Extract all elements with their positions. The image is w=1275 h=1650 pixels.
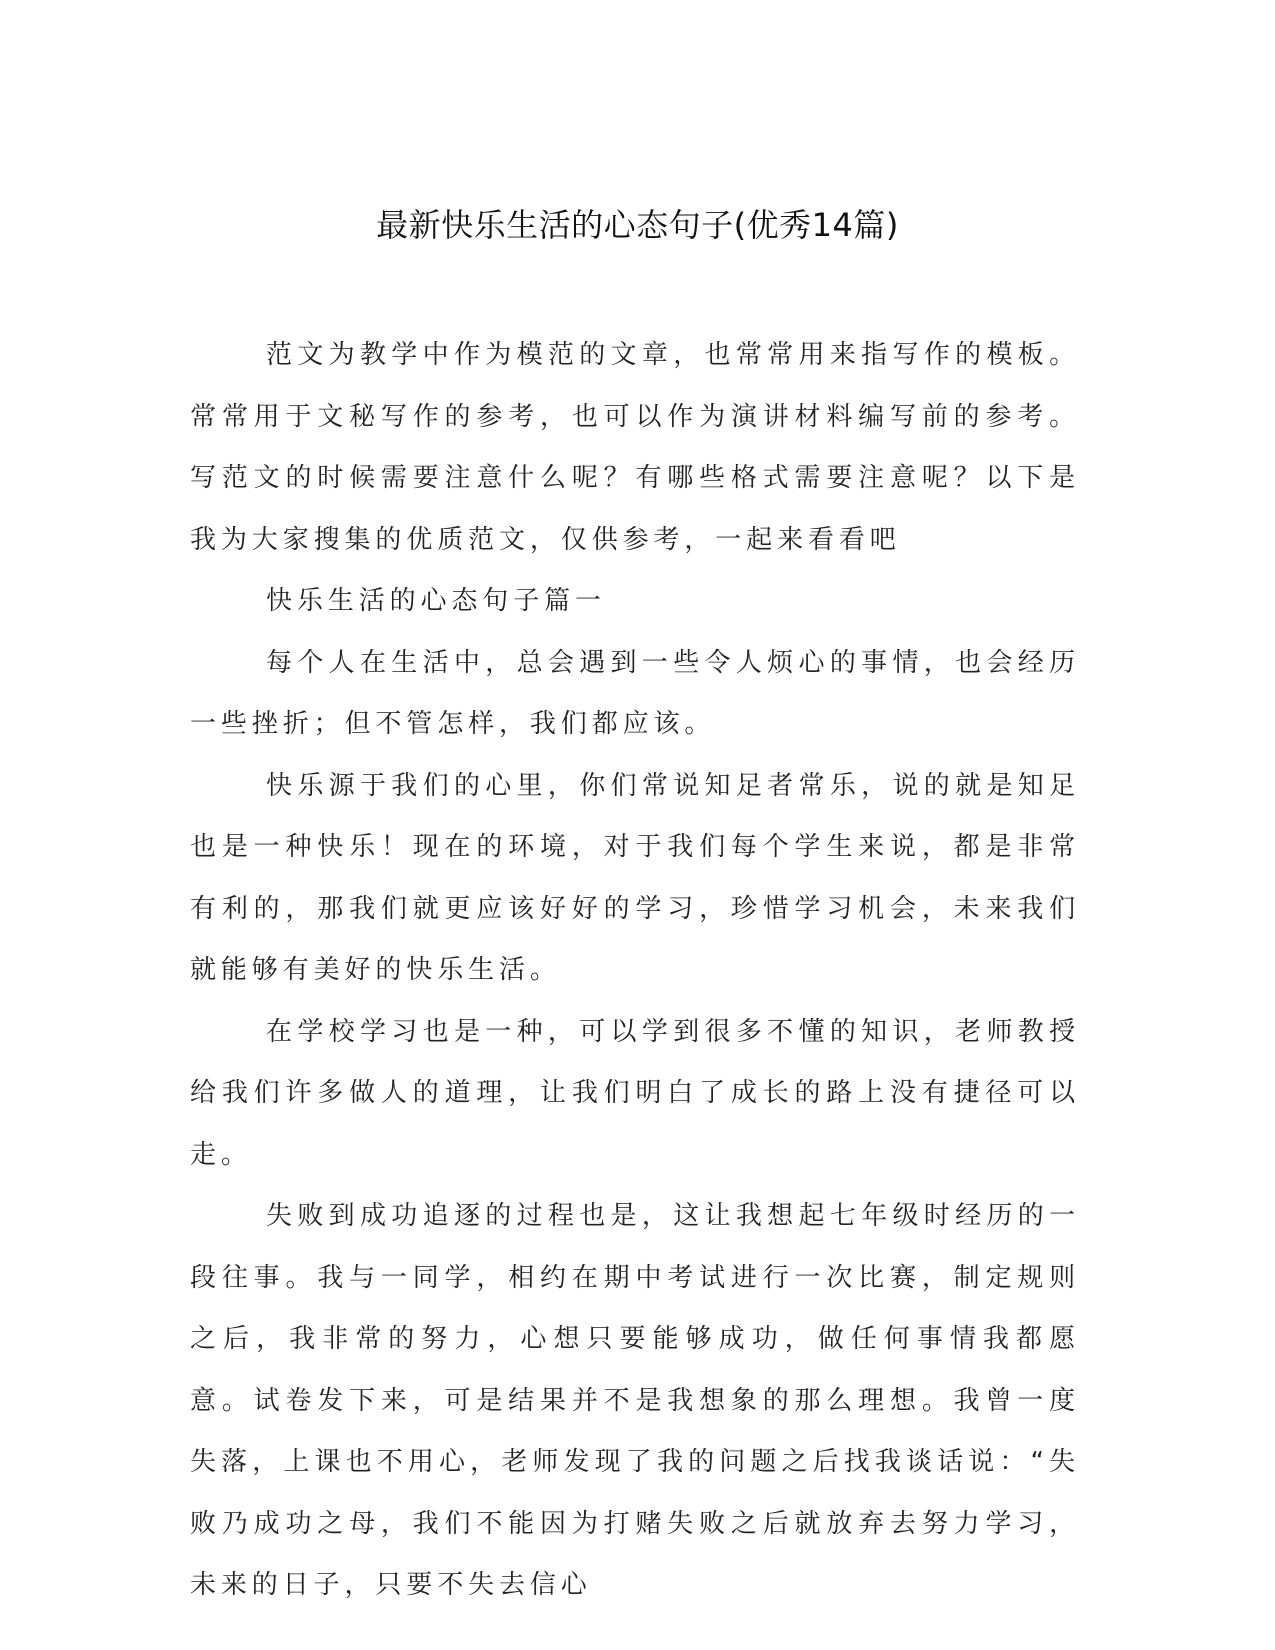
body-paragraph: 快乐源于我们的心里，你们常说知足者常乐，说的就是知足也是一种快乐！现在的环境，对于我们每个学生来说，都是非常有利的，那我们就更应该好好的学习，珍惜学习机会，未来我们就能够有美好的快乐生活。: [190, 770, 1080, 985]
intro-paragraph: 范文为教学中作为模范的文章，也常常用来指写作的模板。常常用于文秘写作的参考，也可以作为演讲材料编写前的参考。写范文的时候需要注意什么呢？有哪些格式需要注意呢？以下是我为大家搜集的优质范文，仅供参考，一起来看看吧: [190, 340, 1080, 555]
body-paragraph: 每个人在生活中，总会遇到一些令人烦心的事情，也会经历一些挫折；但不管怎样，我们都应该。: [190, 647, 1080, 739]
section-heading: 快乐生活的心态句子篇一: [266, 586, 606, 616]
body-paragraph: 在学校学习也是一种，可以学到很多不懂的知识，老师教授给我们许多做人的道理，让我们明白了成长的路上没有捷径可以走。: [190, 1016, 1080, 1170]
body-paragraph: 失败到成功追逐的过程也是，这让我想起七年级时经历的一段往事。我与一同学，相约在期中考试进行一次比赛，制定规则之后，我非常的努力，心想只要能够成功，做任何事情我都愿意。试卷发下来，可是结果并不是我想象的那么理想。我曾一度失落，上课也不用心，老师发现了我的问题之后找我谈话说：“失败乃成功之母，我们不能因为打赌失败之后就放弃去努力学习，未来的日子，只要不失去信心: [190, 1201, 1080, 1600]
document-title: 最新快乐生活的心态句子(优秀14篇): [376, 206, 899, 244]
document-body: [190, 325, 1080, 1617]
